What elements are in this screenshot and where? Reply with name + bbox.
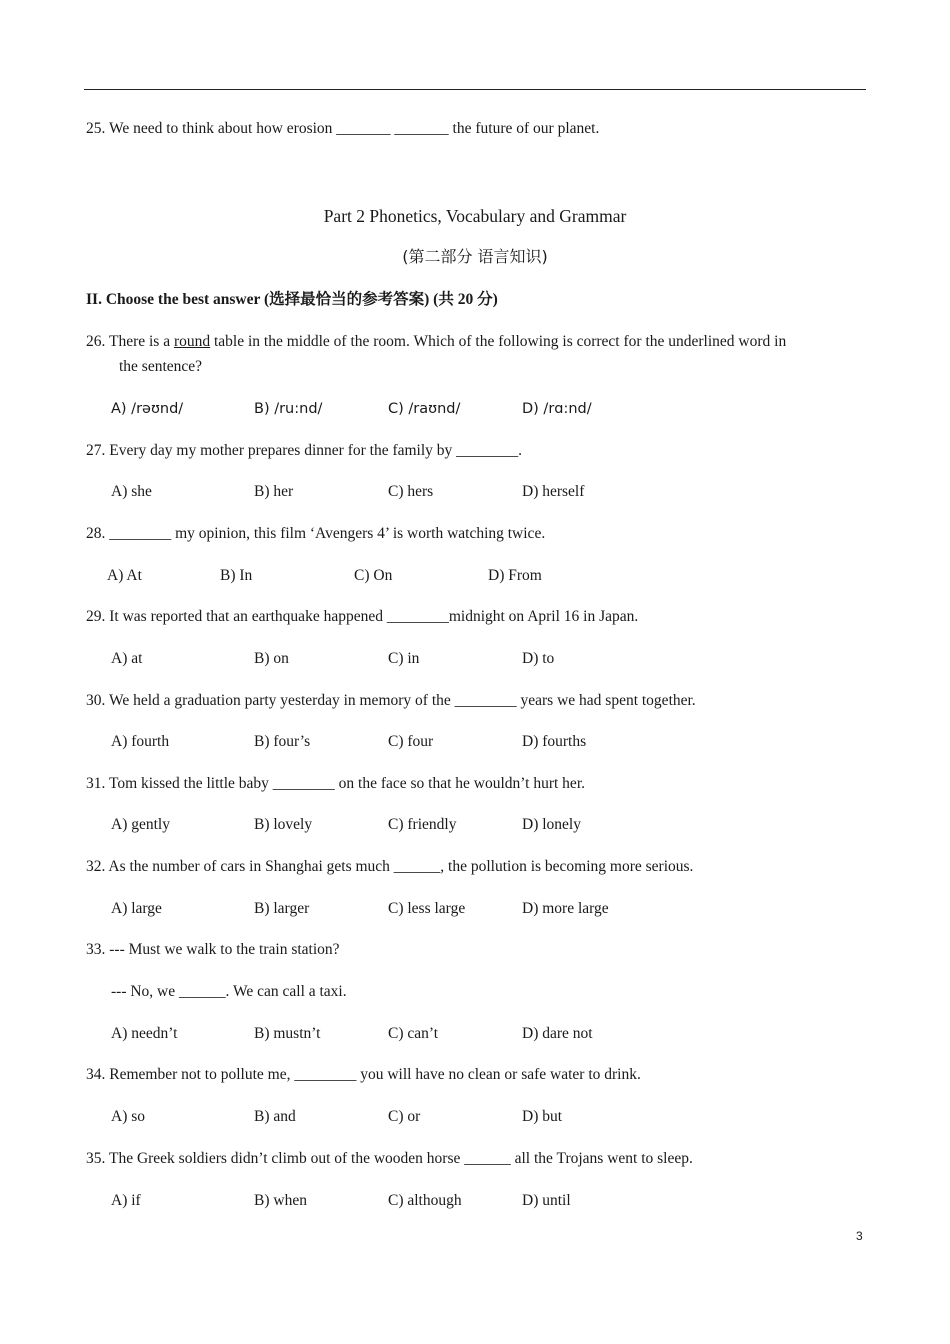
question-32: 32. As the number of cars in Shanghai gets much ______, the pollution is becoming more serious.: [86, 858, 694, 875]
question-31: 31. Tom kissed the little baby ________ on the face so that he wouldn’t hurt her.: [86, 775, 585, 792]
option-c: C) less large: [388, 900, 466, 917]
option-c: C) although: [388, 1192, 462, 1209]
option-b: B) larger: [254, 900, 310, 917]
option-b: B) lovely: [254, 816, 313, 833]
question-26: [86, 329, 864, 354]
question-35: 35. The Greek soldiers didn’t climb out of the wooden horse ______ all the Trojans went to sleep.: [86, 1150, 693, 1167]
question-27: 27. Every day my mother prepares dinner for the family by ________.: [86, 442, 523, 459]
option-d: D) /rɑ:nd/: [522, 401, 592, 417]
option-b: B) and: [254, 1108, 296, 1125]
option-d: D) herself: [522, 483, 585, 500]
option-a: A) at: [111, 650, 143, 667]
option-d: D) until: [522, 1192, 571, 1209]
option-c: C) On: [354, 567, 393, 584]
option-a: A) if: [111, 1192, 141, 1209]
section-heading: II. Choose the best answer (选择最恰当的参考答案) (共 20 分): [86, 291, 498, 308]
question-34: 34. Remember not to pollute me, ________ you will have no clean or safe water to drink.: [86, 1066, 641, 1083]
option-a: A) At: [107, 567, 142, 584]
question-25: 25. We need to think about how erosion _______ _______ the future of our planet.: [86, 120, 600, 137]
option-b: B) mustn’t: [254, 1025, 321, 1042]
option-b: B) on: [254, 650, 289, 667]
question-28: 28. ________ my opinion, this film ‘Avengers 4’ is worth watching twice.: [86, 525, 546, 542]
option-a: A) so: [111, 1108, 146, 1125]
option-c: C) hers: [388, 483, 434, 500]
option-a: A) fourth: [111, 733, 170, 750]
option-d: D) more large: [522, 900, 609, 917]
option-a: A) /rəʊnd/: [111, 401, 184, 417]
question-26-continuation: the sentence?: [119, 358, 203, 375]
option-a: A) gently: [111, 816, 170, 833]
option-b: B) In: [220, 567, 253, 584]
option-c: C) or: [388, 1108, 421, 1125]
option-c: C) friendly: [388, 816, 457, 833]
underlined-word: round: [173, 333, 211, 350]
option-b: B) when: [254, 1192, 307, 1209]
option-a: A) needn’t: [111, 1025, 178, 1042]
option-b: B) four’s: [254, 733, 311, 750]
option-c: C) four: [388, 733, 434, 750]
option-b: B) her: [254, 483, 294, 500]
question-30: 30. We held a graduation party yesterday in memory of the ________ years we had spent together.: [86, 692, 696, 709]
option-c: C) /raʊnd/: [388, 401, 461, 417]
option-c: C) in: [388, 650, 420, 667]
option-d: D) to: [522, 650, 555, 667]
question-26-stem-end: table in the middle of the room. Which of the following is correct for the underlined word in: [210, 333, 787, 350]
option-d: D) From: [488, 567, 542, 584]
question-29: 29. It was reported that an earthquake happened ________midnight on April 16 in Japan.: [86, 608, 639, 625]
option-d: D) fourths: [522, 733, 587, 750]
option-d: D) but: [522, 1108, 563, 1125]
option-d: D) dare not: [522, 1025, 593, 1042]
option-d: D) lonely: [522, 816, 581, 833]
option-c: C) can’t: [388, 1025, 439, 1042]
part-subtitle: (第二部分 语言知识): [402, 247, 548, 266]
option-a: A) large: [111, 900, 162, 917]
option-b: B) /ru:nd/: [254, 401, 323, 417]
question-26-stem-start: 26. There is a: [86, 333, 174, 350]
question-33-reply: --- No, we ______. We can call a taxi.: [111, 983, 347, 1000]
header-rule: [84, 89, 866, 90]
page-number: 3: [856, 1229, 863, 1243]
part-title: Part 2 Phonetics, Vocabulary and Grammar: [323, 206, 627, 226]
question-33: 33. --- Must we walk to the train station?: [86, 941, 340, 958]
option-a: A) she: [111, 483, 152, 500]
